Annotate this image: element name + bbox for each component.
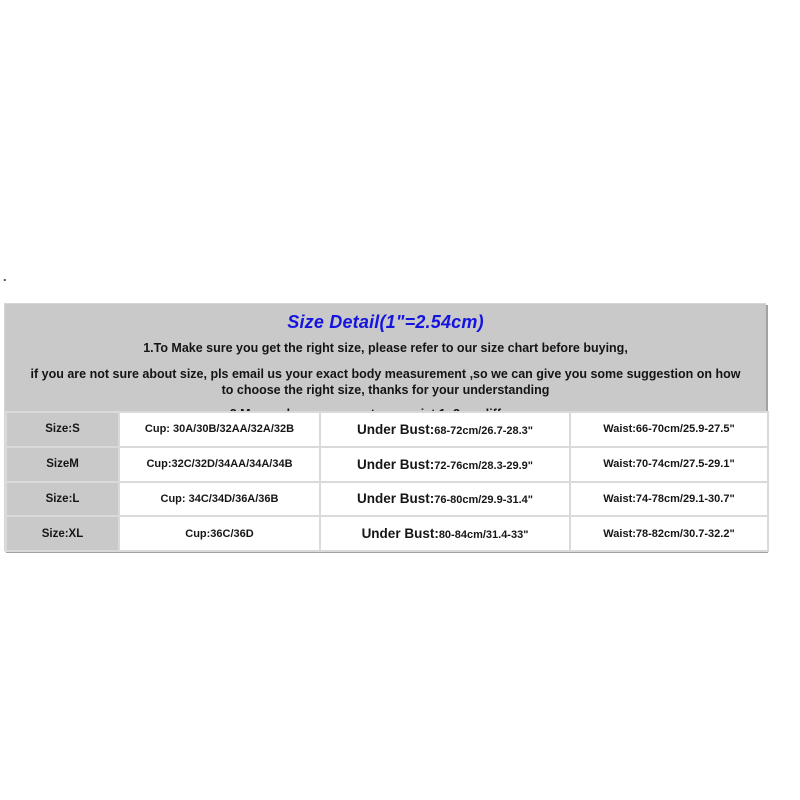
table-row-size-xl	[6, 516, 768, 551]
cup-cell: Cup: 30A/30B/32AA/32A/32B	[119, 412, 320, 447]
under-bust-cell	[320, 447, 570, 482]
size-cell: Size:XL	[6, 516, 119, 551]
waist-cell: Waist:78-82cm/30.7-32.2"	[570, 516, 768, 551]
under-bust-label: Under Bust:	[356, 456, 435, 472]
cup-cell: Cup:32C/32D/34AA/34A/34B	[119, 447, 320, 482]
size-chart-title: Size Detail(1"=2.54cm)	[287, 312, 484, 332]
under-bust-value: 76-80cm/29.9-31.4"	[434, 494, 534, 507]
stray-period-mark: .	[3, 269, 7, 284]
under-bust-cell	[320, 482, 570, 517]
under-bust-label: Under Bust:	[356, 491, 435, 507]
size-table	[5, 411, 769, 552]
under-bust-label: Under Bust:	[361, 526, 439, 542]
note-email-measurement: if you are not sure about size, pls email us your exact body measurement ,so we can give you some suggestion on how to choose the right size, thanks for your understanding	[30, 366, 741, 397]
under-bust-value: 80-84cm/31.4-33"	[438, 529, 529, 542]
waist-cell: Waist:66-70cm/25.9-27.5"	[570, 412, 768, 447]
under-bust-value: 68-72cm/26.7-28.3"	[434, 424, 534, 437]
table-row-size-l	[6, 482, 768, 517]
table-row-size-m	[6, 447, 768, 482]
cup-cell: Cup: 34C/34D/36A/36B	[119, 482, 320, 517]
under-bust-label: Under Bust:	[356, 421, 435, 437]
under-bust-cell	[320, 412, 570, 447]
note-refer-to-chart: 1.To Make sure you get the right size, please refer to our size chart before buying,	[143, 341, 628, 355]
size-chart-panel	[4, 303, 766, 551]
size-cell: Size:L	[6, 482, 119, 517]
under-bust-cell	[320, 516, 570, 551]
waist-cell: Waist:70-74cm/27.5-29.1"	[570, 447, 768, 482]
waist-cell: Waist:74-78cm/29.1-30.7"	[570, 482, 768, 517]
under-bust-value: 72-76cm/28.3-29.9"	[434, 459, 534, 472]
cup-cell: Cup:36C/36D	[119, 516, 320, 551]
size-cell: SizeM	[6, 447, 119, 482]
table-row-size-s	[6, 412, 768, 447]
size-cell: Size:S	[6, 412, 119, 447]
